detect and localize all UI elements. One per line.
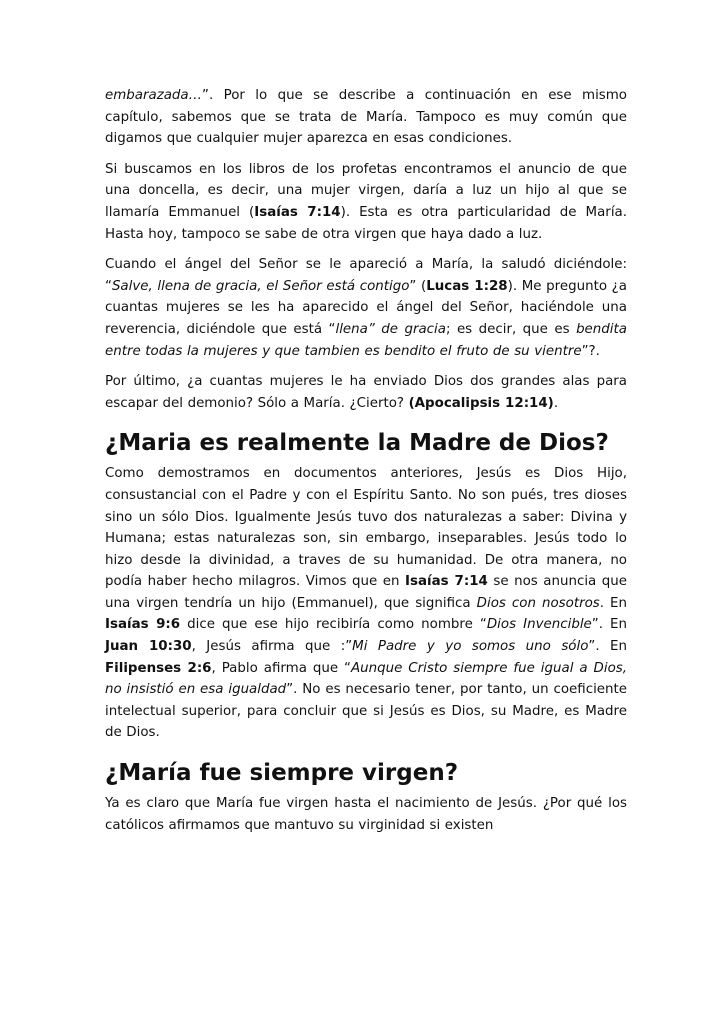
bible-reference: Juan 10:30	[105, 639, 192, 655]
paragraph	[105, 371, 627, 414]
bible-reference: Isaías 7:14	[405, 574, 488, 590]
text-run: ). Me pregunto ¿a cuantas mujeres se les ha aparecido el ángel del Señor, haciéndole una reverencia, diciéndole que está “	[105, 278, 627, 337]
text-run: , Jesús afirma que :”	[191, 639, 353, 655]
section-siempre-virgen-body	[105, 793, 627, 836]
text-run: ”. Por lo que se describe a continuación en ese mismo capítulo, sabemos que se trata de María. Tampoco es muy común que digamos que cualquier mujer aparezca en esas condiciones.	[105, 88, 627, 147]
text-run: dice que ese hijo recibiría como nombre “	[180, 617, 487, 633]
text-run: Como demostramos en documentos anteriores, Jesús es Dios Hijo, consustancial con el Padre y con el Espíritu Santo. No son pués, tres dioses sino un sólo Dios. Igualmente Jesús tuvo dos naturalezas a saber: Divina y Humana; estas naturalezas son, sin embargo, inseparables. Jesús todo lo hizo desde la divinidad, a traves de su humanidad. De otra manera, no podía haber hecho milagros. Vimos que en	[105, 466, 627, 590]
text-run: Si buscamos en los libros de los profetas encontramos el anuncio de que una doncella, es decir, una mujer virgen, daría a luz un hijo al que se llamaría Emmanuel (	[105, 161, 627, 220]
section-heading-madre-de-dios: ¿Maria es realmente la Madre de Dios?	[105, 430, 609, 457]
text-run: se nos anuncia que una virgen tendría un hijo (Emmanuel), que significa	[105, 574, 628, 611]
text-run: ” (	[409, 278, 427, 294]
text-run: , Pablo afirma que “	[211, 660, 351, 676]
document-body	[105, 85, 627, 845]
quoted-text: Dios Invencible	[486, 617, 592, 633]
section-madre-de-dios-body	[105, 463, 627, 744]
paragraph	[105, 254, 627, 362]
text-run: ”. En	[588, 639, 628, 655]
quoted-text: Mi Padre y yo somos uno sólo	[352, 639, 589, 655]
quoted-text: Dios con nosotros	[476, 595, 600, 611]
bible-reference: Isaías 7:14	[254, 204, 341, 220]
section-heading-siempre-virgen: ¿María fue siempre virgen?	[105, 760, 459, 787]
bible-reference: Lucas 1:28	[426, 278, 508, 294]
text-run: ”?.	[581, 343, 600, 359]
text-run: Ya es claro que María fue virgen hasta el nacimiento de Jesús. ¿Por qué los católicos afirmamos que mantuvo su virginidad si existen	[105, 796, 627, 833]
text-run: .	[553, 395, 559, 411]
bible-reference: (Apocalipsis 12:14)	[408, 395, 554, 411]
bible-reference: Filipenses 2:6	[105, 660, 212, 676]
text-run: ”. En	[591, 617, 627, 633]
quoted-text: embarazada…	[105, 88, 203, 103]
paragraph	[105, 463, 627, 744]
text-run: . En	[599, 595, 627, 611]
paragraph	[105, 793, 627, 836]
quoted-text: Salve, llena de gracia, el Señor está contigo	[111, 278, 410, 294]
intro-paragraphs	[105, 85, 627, 414]
text-run: Por último, ¿a cuantas mujeres le ha enviado Dios dos grandes alas para escapar del demonio? Sólo a María. ¿Cierto?	[105, 374, 627, 411]
text-run: ). Esta es otra particularidad de María. Hasta hoy, tampoco se sabe de otra virgen que haya dado a luz.	[105, 204, 627, 242]
text-run: Cuando el ángel del Señor se le apareció a María, la saludó diciéndole: “	[105, 257, 627, 294]
text-run: ; es decir, que es	[445, 321, 577, 337]
paragraph	[105, 85, 627, 150]
quoted-text: bendita entre todas la mujeres y que tambien es bendito el fruto de su vientre	[105, 321, 627, 359]
quoted-text: Aunque Cristo siempre fue igual a Dios, no insistió en esa igualdad	[105, 660, 628, 698]
quoted-text: llena” de gracia	[335, 321, 446, 337]
text-run: ”. No es necesario tener, por tanto, un coeficiente intelectual superior, para concluir que si Jesús es Dios, su Madre, es Madre de Dios.	[105, 682, 627, 741]
bible-reference: Isaías 9:6	[105, 617, 181, 633]
paragraph	[105, 159, 627, 245]
